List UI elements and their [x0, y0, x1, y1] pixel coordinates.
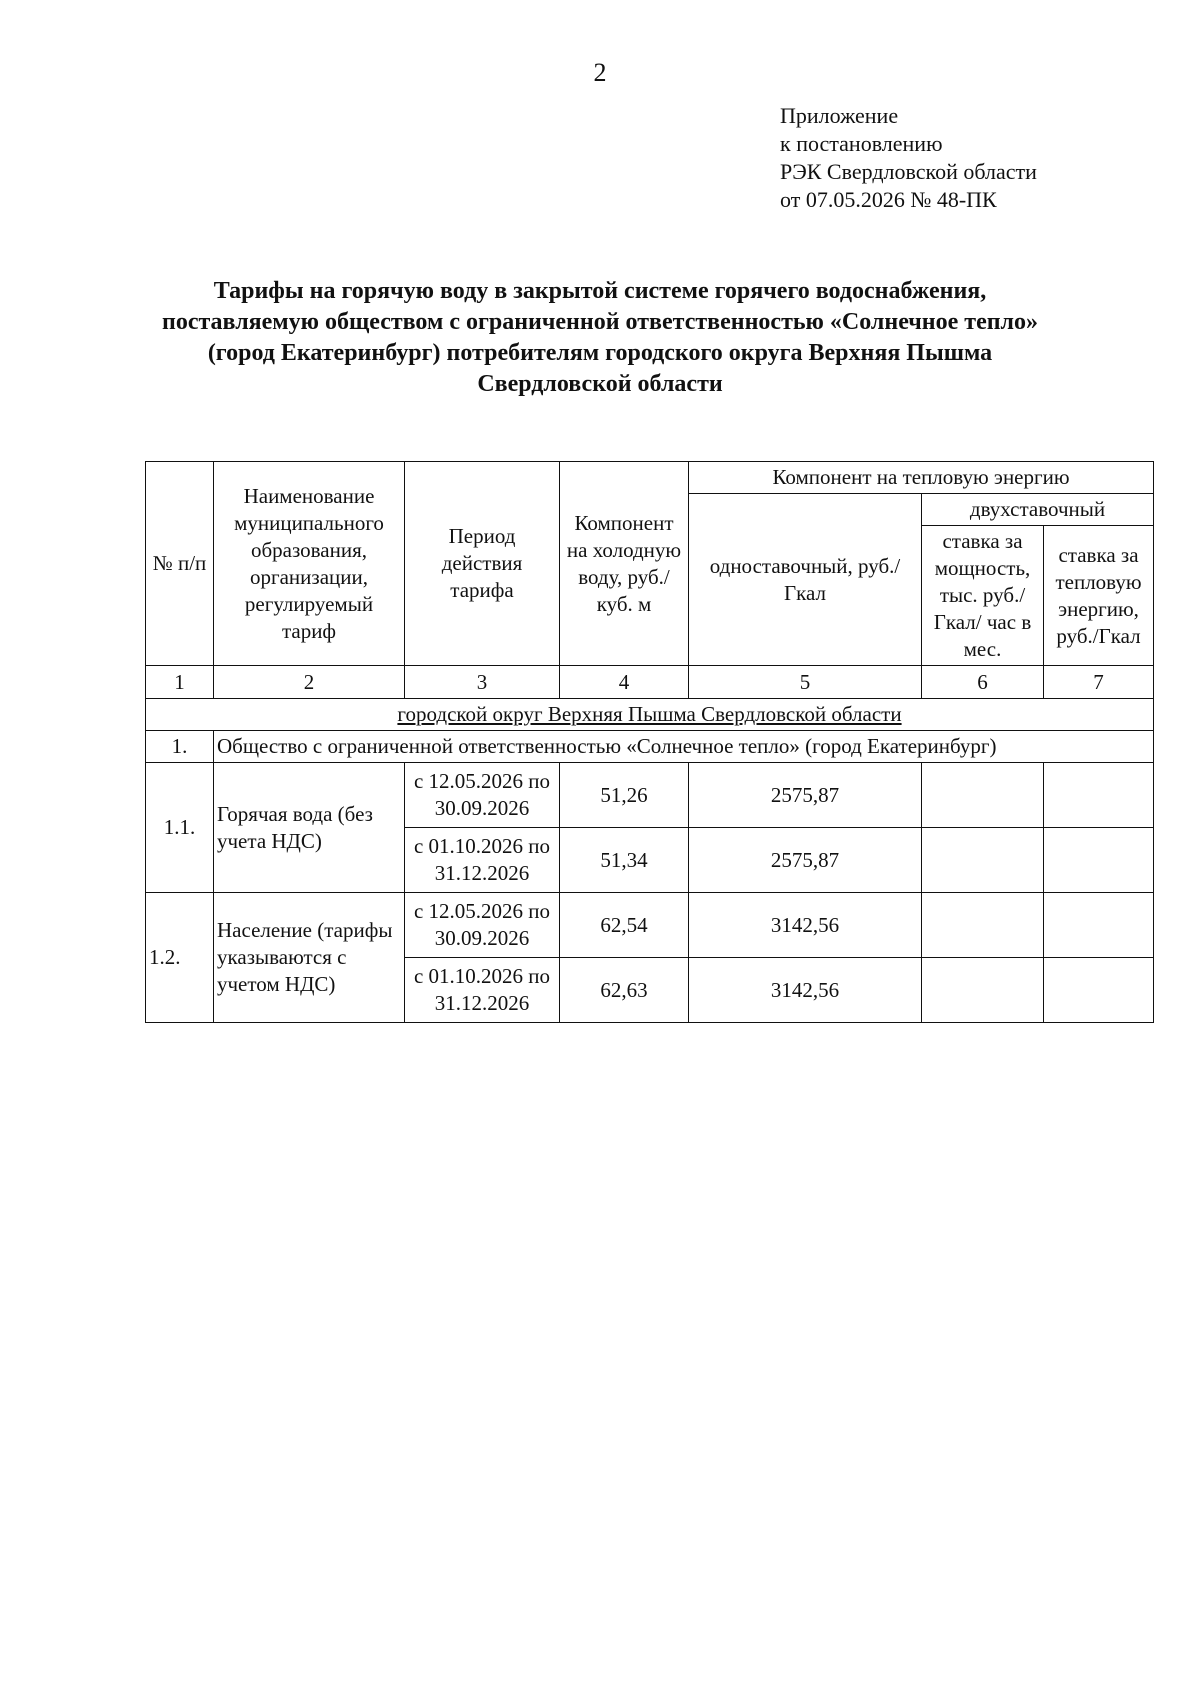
row-cold-water: 62,63: [560, 958, 689, 1023]
column-number: 1: [146, 666, 214, 699]
row-one-rate: 2575,87: [689, 763, 922, 828]
region-row: городской округ Верхняя Пышма Свердловской области: [146, 699, 1154, 731]
row-cold-water: 51,34: [560, 828, 689, 893]
row-tariff-name: Горячая вода (без учета НДС): [214, 763, 405, 893]
header-heat-component: Компонент на тепловую энергию: [689, 462, 1154, 494]
row-one-rate: 3142,56: [689, 958, 922, 1023]
row-power-rate: [922, 828, 1044, 893]
appendix-line: Приложение: [780, 103, 899, 128]
row-period: с 12.05.2026 по 30.09.2026: [405, 893, 560, 958]
header-heat-rate: ставка за тепловую энергию, руб./Гкал: [1044, 526, 1154, 666]
appendix-line: РЭК Свердловской области: [780, 159, 1037, 184]
document-title: [100, 276, 1100, 400]
row-heat-rate: [1044, 893, 1154, 958]
page-number: 2: [593, 58, 607, 87]
row-heat-rate: [1044, 828, 1154, 893]
row-period: с 01.10.2026 по 31.12.2026: [405, 958, 560, 1023]
row-period: с 12.05.2026 по 30.09.2026: [405, 763, 560, 828]
row-one-rate: 2575,87: [689, 828, 922, 893]
header-two-rate: двухставочный: [922, 494, 1154, 526]
tariff-table: [145, 461, 1154, 1023]
row-cold-water: 51,26: [560, 763, 689, 828]
row-period: с 01.10.2026 по 31.12.2026: [405, 828, 560, 893]
column-number: 2: [214, 666, 405, 699]
row-one-rate: 3142,56: [689, 893, 922, 958]
row-heat-rate: [1044, 958, 1154, 1023]
column-number: 6: [922, 666, 1044, 699]
header-cold-water: Компонент на холодную воду, руб./куб. м: [560, 462, 689, 666]
column-number: 5: [689, 666, 922, 699]
column-number: 3: [405, 666, 560, 699]
row-power-rate: [922, 763, 1044, 828]
title-line: Тарифы на горячую воду в закрытой системе горячего водоснабжения,: [213, 278, 987, 304]
header-name: Наименование муниципального образования, организации, регулируемый тариф: [214, 462, 405, 666]
row-power-rate: [922, 893, 1044, 958]
org-name: Общество с ограниченной ответственностью «Солнечное тепло» (город Екатеринбург): [214, 731, 1154, 763]
column-number: 7: [1044, 666, 1154, 699]
row-heat-rate: [1044, 763, 1154, 828]
title-line: (город Екатеринбург) потребителям городского округа Верхняя Пышма: [207, 340, 993, 366]
header-period: Период действия тарифа: [405, 462, 560, 666]
header-one-rate: одноставочный, руб./Гкал: [689, 494, 922, 666]
row-tariff-name: Население (тарифы указываются с учетом НДС): [214, 893, 405, 1023]
row-power-rate: [922, 958, 1044, 1023]
row-num: 1.2.: [146, 893, 214, 1023]
column-number: 4: [560, 666, 689, 699]
org-num: 1.: [146, 731, 214, 763]
row-cold-water: 62,54: [560, 893, 689, 958]
title-line: Свердловской области: [477, 371, 723, 397]
appendix-block: [780, 102, 1037, 214]
header-num: № п/п: [146, 462, 214, 666]
header-power-rate: ставка за мощность, тыс. руб./Гкал/ час в мес.: [922, 526, 1044, 666]
appendix-line: к постановлению: [780, 131, 943, 156]
title-line: поставляемую обществом с ограниченной ответственностью «Солнечное тепло»: [161, 309, 1039, 335]
appendix-line: от 07.05.2026 № 48-ПК: [780, 187, 997, 212]
row-num: 1.1.: [146, 763, 214, 893]
